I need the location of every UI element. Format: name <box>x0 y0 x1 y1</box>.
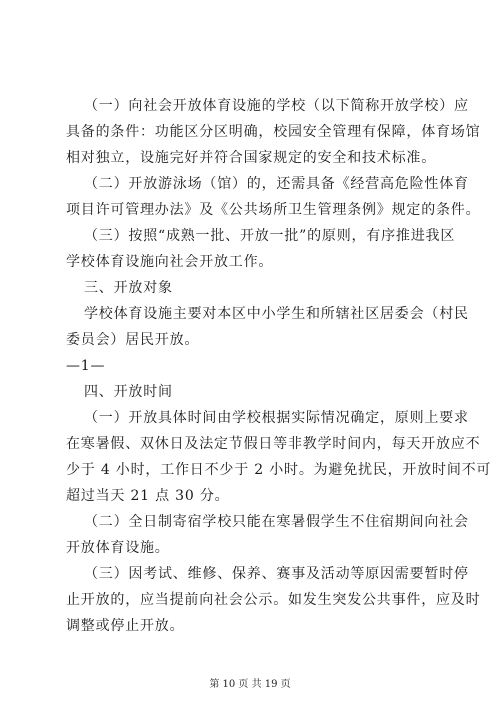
section-heading: 四、开放时间 <box>84 384 173 400</box>
paragraph-line: 具备的条件：功能区分区明确，校园安全管理有保障，体育场馆 <box>66 124 481 140</box>
paragraph-line: 少于 4 小时，工作日不少于 2 小时。为避免扰民，开放时间不可 <box>66 462 492 478</box>
paragraph-line: 委员会）居民开放。 <box>66 332 200 348</box>
paragraph-line: 调整或停止开放。 <box>66 618 185 634</box>
paragraph-line: 学校体育设施向社会开放工作。 <box>66 254 274 270</box>
section-heading: 三、开放对象 <box>84 280 173 296</box>
paragraph-line: （二）开放游泳场（馆）的，还需具备《经营高危险性体育 <box>84 176 469 192</box>
paragraph-line: 相对独立，设施完好并符合国家规定的安全和技术标准。 <box>66 150 436 166</box>
paragraph-line: 止开放的，应当提前向社会公示。如发生突发公共事件，应及时 <box>66 592 481 608</box>
inline-page-marker: —1— <box>66 358 106 374</box>
paragraph-line: 开放体育设施。 <box>66 540 170 556</box>
paragraph-line: 在寒暑假、双休日及法定节假日等非教学时间内，每天开放应不 <box>66 436 481 452</box>
page-footer: 第 10 页 共 19 页 <box>209 679 291 690</box>
paragraph-line: （三）按照“成熟一批、开放一批”的原则，有序推进我区 <box>84 228 456 244</box>
paragraph-line: 学校体育设施主要对本区中小学生和所辖社区居委会（村民 <box>84 306 469 322</box>
paragraph-line: 超过当天 21 点 30 分。 <box>66 488 230 504</box>
paragraph-line: （一）向社会开放体育设施的学校（以下简称开放学校）应 <box>84 98 469 114</box>
paragraph-line: （三）因考试、维修、保养、赛事及活动等原因需要暂时停 <box>84 566 469 582</box>
paragraph-line: （一）开放具体时间由学校根据实际情况确定，原则上要求 <box>84 410 469 426</box>
paragraph-line: （二）全日制寄宿学校只能在寒暑假学生不住宿期间向社会 <box>84 514 469 530</box>
paragraph-line: 项目许可管理办法》及《公共场所卫生管理条例》规定的条件。 <box>66 202 481 218</box>
